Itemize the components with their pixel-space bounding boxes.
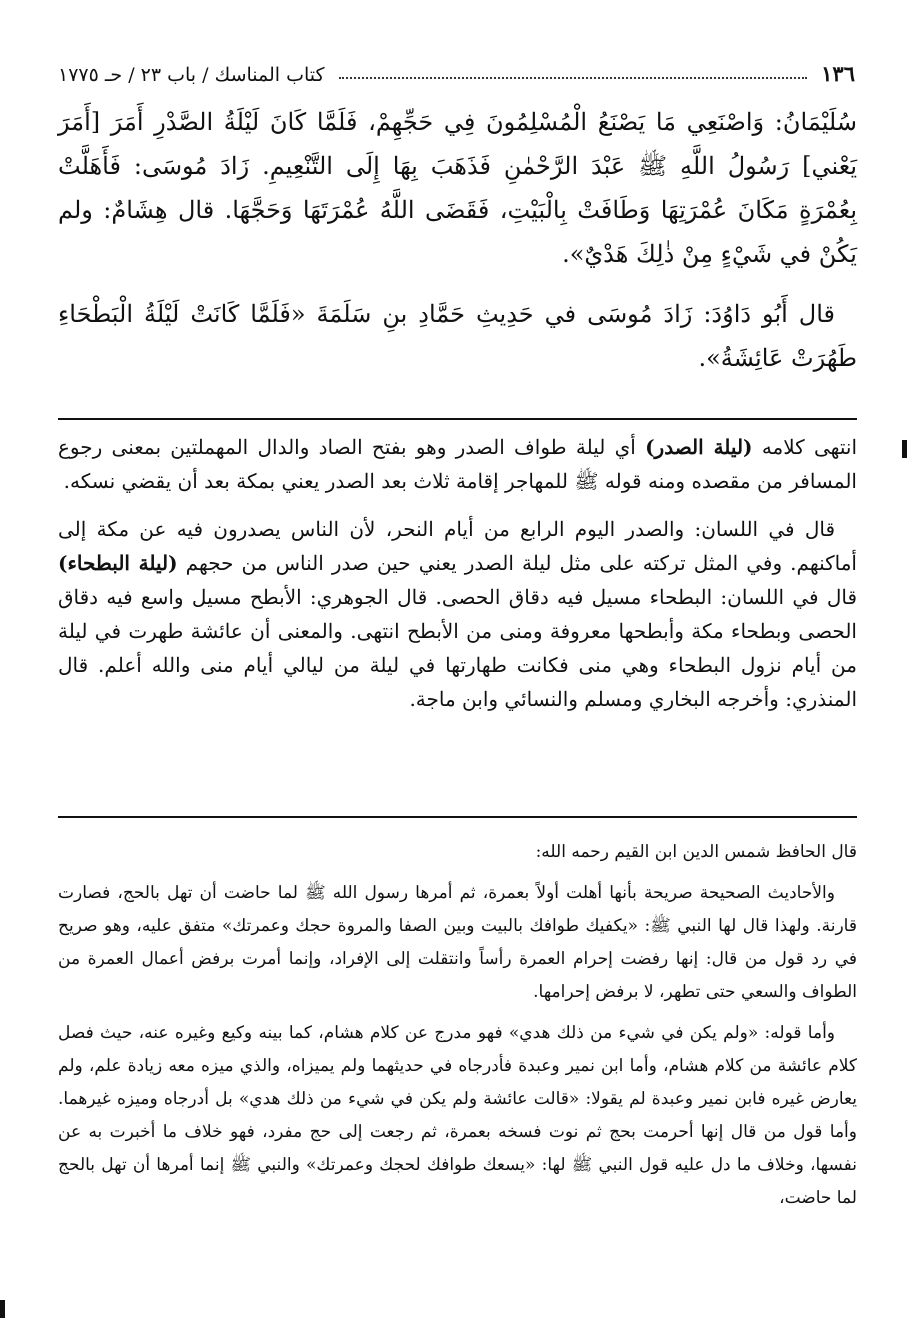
keyword-highlight: (ليلة البطحاء) <box>58 551 178 575</box>
ibn-qayyim-intro: قال الحافظ شمس الدين ابن القيم رحمه الله: <box>535 842 857 862</box>
header-dotted-leader <box>339 77 808 79</box>
commentary-text <box>58 430 857 716</box>
page-number: ١٣٦ <box>821 61 855 86</box>
ibn-qayyim-text <box>58 836 857 1215</box>
page-header <box>58 52 855 86</box>
commentary-paragraph: قال في اللسان: والصدر اليوم الرابع من أيام النحر، لأن الناس يصدرون فيه عن مكة إلى أماكنهم. وفي المثل تركته على مثل ليلة الصدر يعني حين صدر الناس من حجهم (ليلة البطحاء) قال في اللسان: البطحاء مسيل فيه دقاق الحصى. قال الجوهري: الأبطح مسيل واسع فيه دقاق الحصى وبطحاء مكة وأبطحها معروفة ومنى من الأبطح انتهى. والمعنى أن عائشة طهرت في ليلة من أيام نزول البطحاء وهي منى فكانت طهارتها في ليلة من ليالي أيام منى والله أعلم. قال المنذري: وأخرجه البخاري ومسلم والنسائي وابن ماجة. <box>58 517 858 711</box>
running-title: كتاب المناسك / باب ٢٣ / حـ ١٧٧٥ <box>58 64 325 86</box>
ibn-qayyim-paragraph: والأحاديث الصحيحة صريحة بأنها أهلت أولاً بعمرة، ثم أمرها رسول الله ﷺ لما حاضت أن تهل بالحج، فصارت قارنة. ولهذا قال لها النبي ﷺ: «يكفيك طوافك بالبيت وبين الصفا والمروة حجك وعمرتك» متفق عليه، وهو صريح في رد قول من قال: إنها رفضت إحرام العمرة رأساً وانتقلت إلى الإفراد، وإنما أمرت برفض أعمال العمرة من الطواف والسعي حتى تطهر، لا برفض إحرامها. <box>58 883 857 1002</box>
keyword-highlight: (ليلة الصدر) <box>645 435 753 459</box>
hadith-paragraph: قال أَبُو دَاوُدَ: زَادَ مُوسَى في حَدِيثِ حَمَّادِ بنِ سَلَمَةَ «فَلَمَّا كَانَتْ لَيْلَةُ الْبَطْحَاءِ طَهُرَتْ عَائِشَةُ». <box>58 300 857 372</box>
commentary-paragraph: انتهى كلامه (ليلة الصدر) أي ليلة طواف الصدر وهو بفتح الصاد والدال المهملتين بمعنى رجوع المسافر من مقصده ومنه قوله ﷺ للمهاجر إقامة ثلاث بعد الصدر يعني بمكة بعد أن يقضي نسكه. <box>58 435 858 493</box>
section-divider <box>58 418 857 420</box>
scan-edge-mark <box>0 1300 5 1318</box>
hadith-text <box>58 100 857 380</box>
hadith-paragraph: سُلَيْمَانُ: وَاصْنَعِي مَا يَصْنَعُ الْمُسْلِمُونَ فِي حَجِّهِمْ، فَلَمَّا كَانَ لَيْلَةُ الصَّدْرِ أَمَرَ [أَمَرَ يَعْني] رَسُولُ اللَّهِ ﷺ عَبْدَ الرَّحْمٰنِ فَذَهَبَ بِهَا إِلَى التَّنْعِيمِ. زَادَ مُوسَى: فَأَهَلَّتْ بِعُمْرَةٍ مَكَانَ عُمْرَتِهَا وَطَافَتْ بِالْبَيْتِ، فَقَضَى اللَّهُ عُمْرَتَهَا وَحَجَّهَا. قال هِشَامٌ: ولم يَكُنْ في شَيْءٍ مِنْ ذٰلِكَ هَدْيٌ». <box>58 108 857 268</box>
ibn-qayyim-paragraph: وأما قوله: «ولم يكن في شيء من ذلك هدي» فهو مدرج عن كلام هشام، كما بينه وكيع وغيره عنه، حيث فصل كلام عائشة من كلام هشام، وأما ابن نمير وعبدة فأدرجاه في حديثهما ولم يميزاه، والذي ميزه معه زيادة علم، ولم يعارض غيره فابن نمير وعبدة لم يقولا: «قالت عائشة ولم يكن في شيء من ذلك هدي» بل أدرجاه وميزه غيرهما. وأما قول من قال إنها أحرمت بحج ثم نوت فسخه بعمرة، ثم رجعت إلى حج مفرد، فهو خلاف ما أخبرت به عن نفسها، وخلاف ما دل عليه قول النبي ﷺ لها: «يسعك طوافك لحجك وعمرتك» والنبي ﷺ إنما أمرها أن تهل بالحج لما حاضت، <box>58 1023 857 1208</box>
section-divider <box>58 816 857 818</box>
scan-edge-mark <box>902 440 907 458</box>
